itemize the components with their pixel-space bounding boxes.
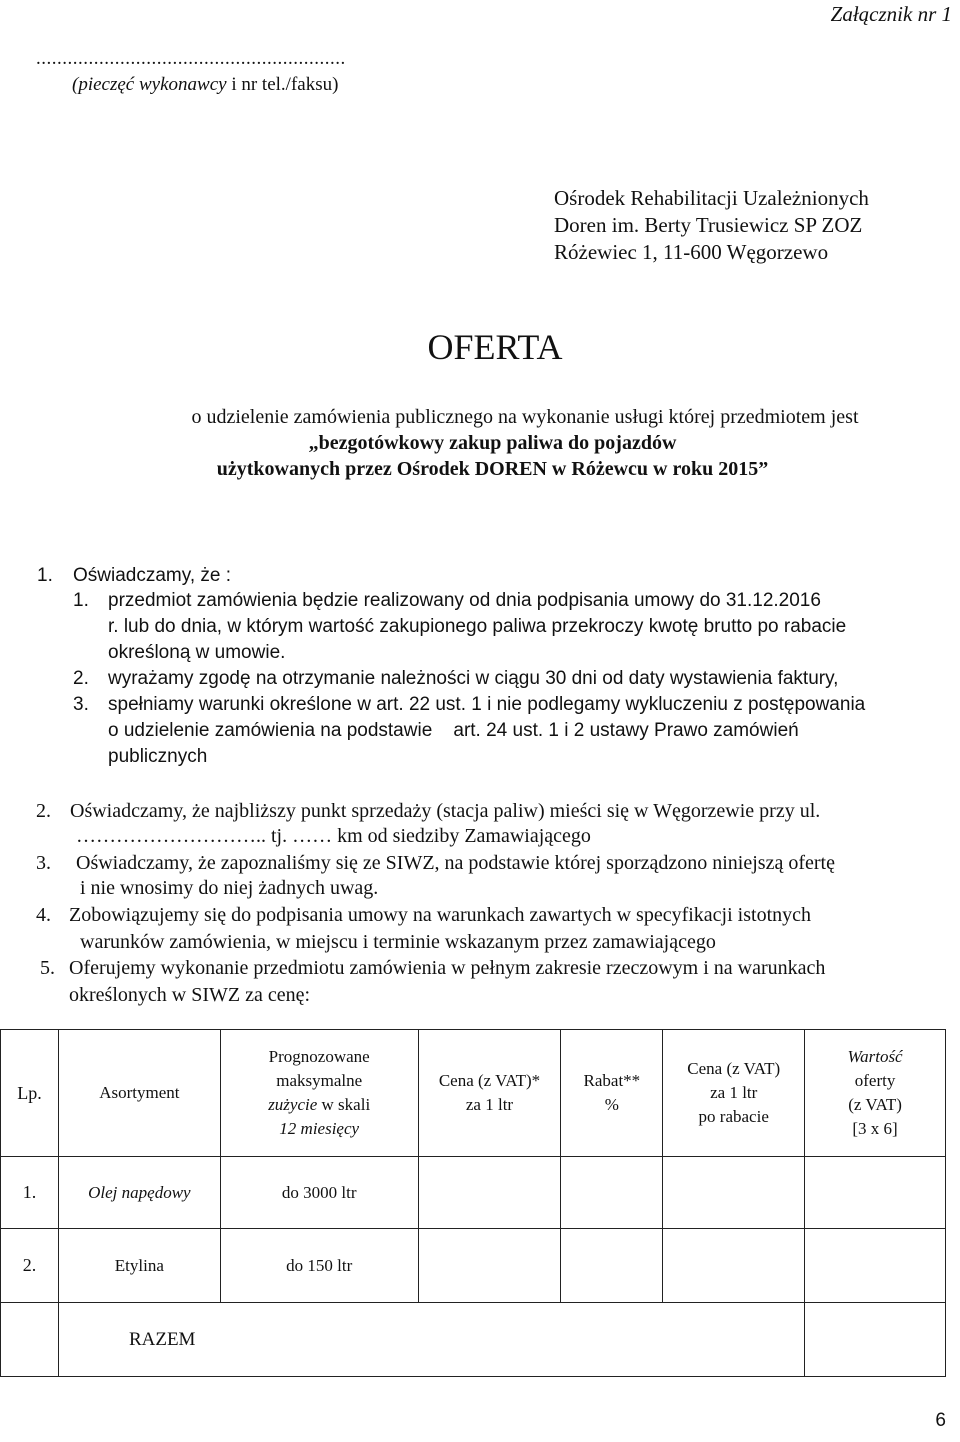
section-5-line-2: określonych w SIWZ za cenę:: [69, 984, 311, 1006]
item-1-number: 1.: [73, 590, 89, 611]
total-label: RAZEM: [58, 1303, 804, 1377]
section-5-number: 5.: [40, 957, 55, 979]
header-prognoza-line-2: maksymalne: [276, 1071, 363, 1090]
page-number: 6: [935, 1410, 946, 1431]
section-3-number: 3.: [36, 852, 51, 874]
section-2-line-2: ……………………….. tj. …… km od siedziby Zamawiającego: [76, 825, 591, 847]
subject-line-3: użytkowanych przez Ośrodek DOREN w Różewcu w roku 2015”: [216, 458, 769, 480]
section-2-number: 2.: [36, 800, 51, 822]
table-row: [1, 1157, 946, 1229]
row-2-lp: 2.: [1, 1229, 59, 1303]
header-cena-line-1: Cena (z VAT)*: [438, 1071, 541, 1090]
recipient-line-1: Ośrodek Rehabilitacji Uzależnionych: [554, 186, 869, 210]
item-1-line-3: określoną w umowie.: [108, 642, 286, 663]
row-1-rabat: [561, 1157, 663, 1229]
subject-line-2: „bezgotówkowy zakup paliwa do pojazdów: [308, 432, 677, 454]
header-asortyment: Asortyment: [58, 1030, 220, 1157]
header-cena-po-rabacie: [663, 1030, 805, 1157]
header-prognoza-line-1: Prognozowane: [268, 1047, 370, 1066]
header-wartosc: [805, 1030, 946, 1157]
table-row: [1, 1229, 946, 1303]
section-2-line-1: Oświadczamy, że najbliższy punkt sprzedaży (stacja paliw) mieści się w Węgorzewie przy ul.: [70, 800, 821, 822]
row-2-cena: [418, 1229, 561, 1303]
section-5-line-1: Oferujemy wykonanie przedmiotu zamówienia w pełnym zakresie rzeczowym i na warunkach: [69, 957, 826, 979]
row-1-cena: [418, 1157, 561, 1229]
total-wartosc: [805, 1303, 946, 1377]
header-cena-po-rabacie-line-3: po rabacie: [698, 1107, 769, 1126]
header-cena: [418, 1030, 561, 1157]
row-1-lp: 1.: [1, 1157, 59, 1229]
row-1-wartosc: [805, 1157, 946, 1229]
header-rabat: [561, 1030, 663, 1157]
table-header-row: [1, 1030, 946, 1157]
row-2-cena-po-rabacie: [663, 1229, 805, 1303]
item-3-line-3: publicznych: [108, 746, 208, 767]
document-title: OFERTA: [427, 327, 563, 367]
section-4-line-2: warunków zamówienia, w miejscu i terminie wskazanym przez zamawiającego: [80, 931, 716, 953]
stamp-label-italic: (pieczęć wykonawcy: [72, 74, 227, 95]
item-3-line-1: spełniamy warunki określone w art. 22 ust. 1 i nie podlegamy wykluczeniu z postępowania: [108, 694, 866, 715]
total-empty: [1, 1303, 59, 1377]
header-wartosc-line-1: Wartość: [847, 1047, 903, 1066]
header-cena-po-rabacie-line-2: za 1 ltr: [710, 1083, 758, 1102]
header-prognoza-line-3: [225, 1093, 414, 1117]
header-prognoza-zuzycie: zużycie: [268, 1095, 318, 1114]
item-1-line-1: przedmiot zamówienia będzie realizowany od dnia podpisania umowy do 31.12.2016: [108, 590, 821, 611]
row-2-prognoza: do 150 ltr: [220, 1229, 418, 1303]
header-rabat-line-2: %: [604, 1095, 619, 1114]
item-3-number: 3.: [73, 694, 89, 715]
row-2-wartosc: [805, 1229, 946, 1303]
row-1-asortyment: Olej napędowy: [58, 1157, 220, 1229]
header-wartosc-line-3: (z VAT): [848, 1095, 902, 1114]
header-prognoza: [220, 1030, 418, 1157]
recipient-line-3: Różewiec 1, 11-600 Węgorzewo: [554, 240, 829, 264]
section-3-line-2: i nie wnosimy do niej żadnych uwag.: [80, 877, 379, 899]
row-2-asortyment: Etylina: [58, 1229, 220, 1303]
recipient-line-2: Doren im. Berty Trusiewicz SP ZOZ: [554, 213, 863, 237]
item-2-line-1: wyrażamy zgodę na otrzymanie należności w ciągu 30 dni od daty wystawienia faktury,: [108, 668, 839, 689]
annex-label: Załącznik nr 1: [830, 2, 952, 26]
row-1-cena-po-rabacie: [663, 1157, 805, 1229]
header-rabat-line-1: Rabat**: [583, 1071, 641, 1090]
header-prognoza-line-4: 12 miesięcy: [279, 1119, 360, 1138]
stamp-label: [72, 74, 338, 96]
section-4-line-1: Zobowiązujemy się do podpisania umowy na warunkach zawartych w specyfikacji istotnych: [69, 904, 812, 926]
section-1-heading: Oświadczamy, że :: [73, 565, 232, 586]
header-cena-line-2: za 1 ltr: [465, 1095, 514, 1114]
section-3-line-1: Oświadczamy, że zapoznaliśmy się ze SIWZ, na podstawie której sporządzono niniejszą ofertę: [76, 852, 835, 874]
section-4-number: 4.: [36, 904, 51, 926]
table-total-row: [1, 1303, 946, 1377]
header-wartosc-line-4: [3 x 6]: [852, 1119, 898, 1138]
row-1-prognoza: do 3000 ltr: [220, 1157, 418, 1229]
header-cena-po-rabacie-line-1: Cena (z VAT): [687, 1059, 781, 1078]
subject-line-1: o udzielenie zamówienia publicznego na wykonanie usługi której przedmiotem jest: [191, 406, 859, 428]
stamp-label-rest: i nr tel./faksu): [226, 74, 339, 95]
item-2-number: 2.: [73, 668, 89, 689]
item-1-line-2: r. lub do dnia, w którym wartość zakupionego paliwa przekroczy kwotę brutto po rabacie: [108, 616, 847, 637]
row-2-rabat: [561, 1229, 663, 1303]
stamp-dots: ...........................................................: [36, 48, 346, 69]
item-3-line-2: o udzielenie zamówienia na podstawie art. 24 ust. 1 i 2 ustawy Prawo zamówień: [108, 720, 799, 741]
header-lp: Lp.: [1, 1030, 59, 1157]
price-table: [0, 1029, 946, 1377]
header-prognoza-skala: w skali: [317, 1095, 371, 1114]
header-wartosc-line-2: oferty: [854, 1071, 896, 1090]
section-1-number: 1.: [37, 565, 53, 586]
